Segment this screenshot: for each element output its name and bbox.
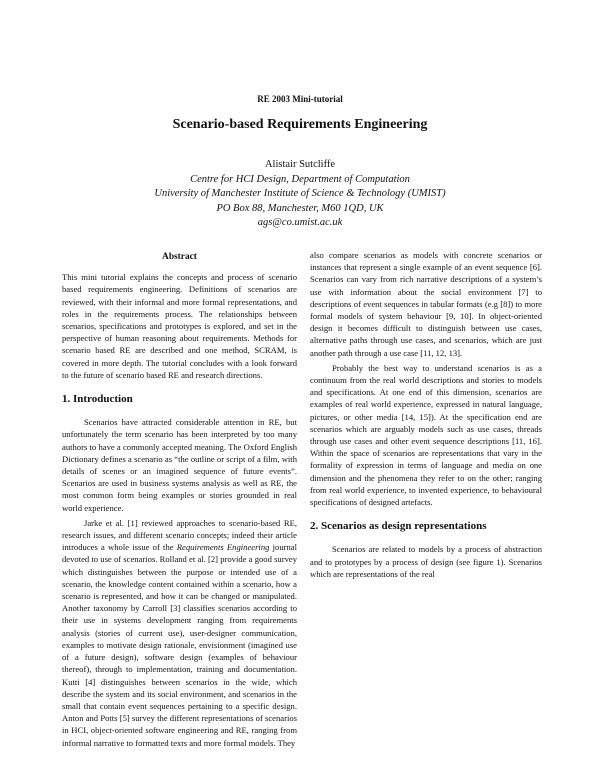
- paper-title: Scenario-based Requirements Engineering: [172, 117, 428, 132]
- section-2-paragraph-1: Scenarios are related to models by a process of abstraction and to prototypes by a process of design (see figure 1). Scenarios which are representations of the real: [310, 544, 542, 579]
- journal-name: Requirements Engineering: [176, 542, 270, 553]
- author-email: ags@co.umist.ac.uk: [257, 217, 343, 228]
- tutorial-label: RE 2003 Mini-tutorial: [257, 94, 343, 104]
- abstract-heading: Abstract: [162, 252, 197, 262]
- section-2-heading: 2. Scenarios as design representations: [310, 520, 487, 533]
- postal-address: PO Box 88, Manchester, M60 1QD, UK: [216, 202, 384, 214]
- author-block: [0, 158, 600, 231]
- intro-paragraph-2-continued: also compare scenarios as models with concrete scenarios or instances that represent a single example of an event sequence [6]. Scenarios can vary from rich narrative descriptions of a system’s use with information about the social environment [7] to descriptions of event sequences in tabular formats (e.g [8]) to more formal models of system behaviour [9, 10]. In object-oriented design it becomes difficult to distinguish between use cases, alternative paths through use cases, and scenarios, which are just another path through a use case [11, 12, 13].: [310, 250, 542, 358]
- section-1-heading: 1. Introduction: [62, 393, 133, 406]
- intro-paragraph-2-part-a: [62, 517, 297, 749]
- intro-paragraph-3: Probably the best way to understand scenarios is as a continuum from the real world descriptions and stories to models and specifications. At one end of this dimension, scenarios are examples of real world experience, expressed in natural language, pictures, or other media [14, 15]). At the specification end are scenarios which are arguably models such as use cases, threads through use cases and other event sequence descriptions [11, 16]. Within the space of scenarios are representations that vary in the formality of expression in terms of language and media on one dimension and the phenomena they refer to on the other; ranging from real world experience, to invented experience, to behavioural specifications of designed artefacts.: [310, 362, 542, 508]
- author-name: Alistair Sutcliffe: [264, 159, 336, 170]
- right-column: [310, 249, 542, 583]
- affiliation-dept: Centre for HCI Design, Department of Computation: [190, 173, 410, 185]
- abstract-text: This mini tutorial explains the concepts and process of scenario based requirements engineering. Definitions of scenarios are reviewed, with their informal and more formal representations, and roles in the requirements process. The relationships between scenarios, specifications and prototypes is explored, and set in the perspective of human reasoning about requirements. Methods for scenario based RE are described and one method, SCRAM, is covered in more depth. The tutorial concludes with a look forward to the future of scenario based RE and research directions.: [62, 272, 297, 380]
- affiliation-university: University of Manchester Institute of Science & Technology (UMIST): [154, 188, 446, 199]
- intro-paragraph-1: Scenarios have attracted considerable attention in RE, but unfortunately the term scenario has been interpreted by too many authors to have a commonly accepted meaning. The Oxford English Dictionary defines a scenario as “the outline or script of a film, with details of scenes or an imagined sequence of future events”. Scenarios are used in business systems analysis as well as RE, the most common form being examples or stories grounded in real world experience.: [62, 417, 297, 513]
- intro-paragraph-2-start: Jarke et al. [1] reviewed approaches to scenario-based RE, research issues, and different scenario concepts; indeed their article introduces a whole issue of the: [62, 517, 297, 553]
- intro-paragraph-2-end: journal devoted to use of scenarios. Rolland et al. [2] provide a good survey which distinguishes between the purpose or intended use of a scenario, the knowledge content contained within a scenario, how a scenario is represented, and how it can be changed or manipulated. Another taxonomy by Carroll [3] classifies scenarios according to their use in systems development ranging from requirements analysis (stories of current use), user-designer communication, examples to motivate design rationale, envisionment (imagined use of a future design), software design (examples of behaviour thereof), through to implementation, training and documentation. Kutti [4] distinguishes between scenarios in the wide, which describe the system and its social environment, and scenarios in the small that contain event sequences pertaining to a specific design. Anton and Potts [5] survey the different representations of scenarios in HCI, object-oriented software engineering and RE, ranging from informal narrative to formatted texts and more formal models. They: [62, 542, 297, 748]
- left-column: [62, 251, 297, 749]
